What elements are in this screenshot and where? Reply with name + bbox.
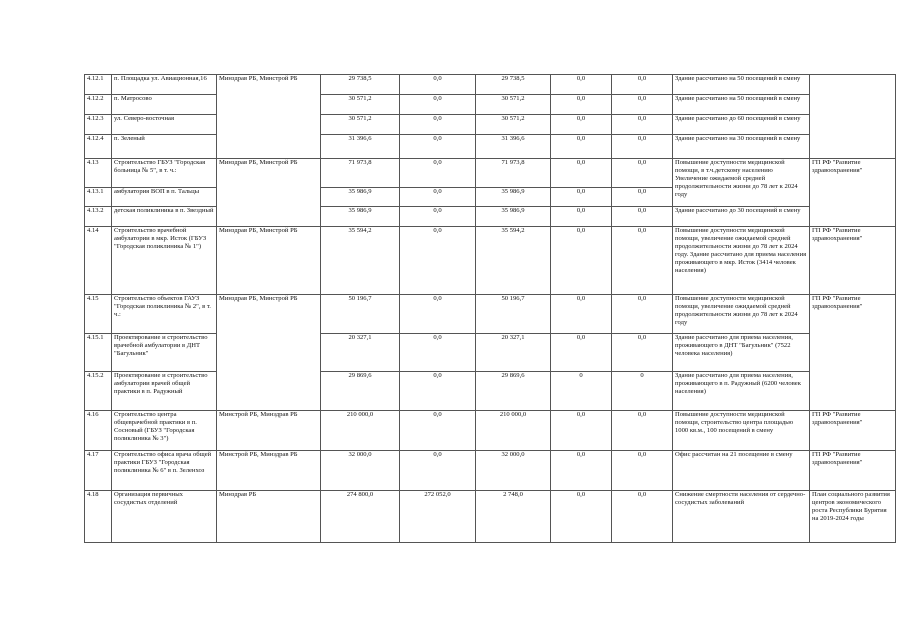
expected-result: Повышение доступности медицинской помощи, строительство центра площадью 1000 кв.м., 100 посещений в смену bbox=[673, 411, 810, 451]
object-name: п. Зеленый bbox=[112, 135, 217, 159]
expected-result: Здание рассчитано на 50 посещений в смену bbox=[673, 75, 810, 95]
expected-result: Здание рассчитано до 30 посещений в смену bbox=[673, 207, 810, 227]
responsible-body: Минстрой РБ, Минздрав РБ bbox=[217, 411, 321, 451]
row-number: 4.12.2 bbox=[85, 95, 112, 115]
object-name: Строительство центра общеврачебной практики в п. Сосновый (ГБУЗ "Городская поликлиника № 3") bbox=[112, 411, 217, 451]
responsible-body: Минздрав РБ, Минстрой РБ bbox=[217, 75, 321, 159]
expected-result: Снижение смертности населения от сердечно-сосудистых заболеваний bbox=[673, 491, 810, 543]
state-program: План социального развития центров экономического роста Республики Бурятия на 2019-2024 годы bbox=[810, 491, 896, 543]
total-amount: 32 000,0 bbox=[321, 451, 400, 491]
table-row bbox=[85, 135, 896, 159]
federal-budget: 0,0 bbox=[400, 115, 476, 135]
expected-result: Здание рассчитано для приема населения, проживающего в п. Радужный (6200 человек населения) bbox=[673, 372, 810, 411]
row-number: 4.12.4 bbox=[85, 135, 112, 159]
row-number: 4.13.1 bbox=[85, 188, 112, 207]
federal-budget: 0,0 bbox=[400, 207, 476, 227]
table-row bbox=[85, 451, 896, 491]
regional-budget: 20 327,1 bbox=[476, 334, 551, 372]
extra-budget: 0,0 bbox=[612, 451, 673, 491]
state-program: ГП РФ "Развитие здравоохранения" bbox=[810, 159, 896, 227]
extra-budget: 0,0 bbox=[612, 75, 673, 95]
responsible-body: Минздрав РБ, Минстрой РБ bbox=[217, 159, 321, 227]
total-amount: 30 571,2 bbox=[321, 115, 400, 135]
total-amount: 210 000,0 bbox=[321, 411, 400, 451]
row-number: 4.13 bbox=[85, 159, 112, 188]
object-name: Проектирование и строительство врачебной амбулатории в ДНТ "Багульник" bbox=[112, 334, 217, 372]
table-row bbox=[85, 159, 896, 188]
extra-budget: 0,0 bbox=[612, 207, 673, 227]
table-row bbox=[85, 334, 896, 372]
total-amount: 29 869,6 bbox=[321, 372, 400, 411]
regional-budget: 210 000,0 bbox=[476, 411, 551, 451]
extra-budget: 0,0 bbox=[612, 188, 673, 207]
table-row bbox=[85, 372, 896, 411]
table-row bbox=[85, 411, 896, 451]
federal-budget: 0,0 bbox=[400, 159, 476, 188]
object-name: Строительство объектов ГАУЗ "Городская поликлиника № 2", в т. ч.: bbox=[112, 295, 217, 334]
federal-budget: 0,0 bbox=[400, 188, 476, 207]
extra-budget: 0,0 bbox=[612, 295, 673, 334]
federal-budget: 0,0 bbox=[400, 227, 476, 295]
extra-budget: 0,0 bbox=[612, 135, 673, 159]
responsible-body: Минздрав РБ bbox=[217, 491, 321, 543]
total-amount: 31 396,6 bbox=[321, 135, 400, 159]
row-number: 4.16 bbox=[85, 411, 112, 451]
extra-budget: 0,0 bbox=[612, 227, 673, 295]
local-budget: 0,0 bbox=[551, 115, 612, 135]
regional-budget: 29 869,6 bbox=[476, 372, 551, 411]
row-number: 4.15.2 bbox=[85, 372, 112, 411]
expected-result: Здание рассчитано для приема населения, проживающего в ДНТ "Багульник" (7522 человека населения) bbox=[673, 334, 810, 372]
total-amount: 35 986,9 bbox=[321, 207, 400, 227]
object-name: ул. Северо-восточная bbox=[112, 115, 217, 135]
row-number: 4.12.3 bbox=[85, 115, 112, 135]
regional-budget: 35 986,9 bbox=[476, 207, 551, 227]
local-budget: 0,0 bbox=[551, 159, 612, 188]
investment-projects-table bbox=[84, 74, 896, 543]
object-name: Строительство ГБУЗ "Городская больница № 5", в т. ч.: bbox=[112, 159, 217, 188]
extra-budget: 0,0 bbox=[612, 491, 673, 543]
responsible-body: Минстрой РБ, Минздрав РБ bbox=[217, 451, 321, 491]
total-amount: 35 986,9 bbox=[321, 188, 400, 207]
federal-budget: 0,0 bbox=[400, 95, 476, 115]
object-name: амбулатория ВОП в п. Тальцы bbox=[112, 188, 217, 207]
expected-result: Повышение доступности медицинской помощи, в т.ч.детскому населению Увеличение ожидаемой средней продолжительности жизни до 78 лет к 2024 году bbox=[673, 159, 810, 207]
local-budget: 0,0 bbox=[551, 207, 612, 227]
federal-budget: 0,0 bbox=[400, 411, 476, 451]
local-budget: 0,0 bbox=[551, 95, 612, 115]
state-program bbox=[810, 75, 896, 159]
local-budget: 0,0 bbox=[551, 75, 612, 95]
expected-result: Здание рассчитано на 30 посещений в смену bbox=[673, 135, 810, 159]
object-name: Организация первичных сосудистых отделений bbox=[112, 491, 217, 543]
table-row bbox=[85, 207, 896, 227]
local-budget: 0,0 bbox=[551, 334, 612, 372]
federal-budget: 0,0 bbox=[400, 135, 476, 159]
state-program: ГП РФ "Развитие здравоохранения" bbox=[810, 411, 896, 451]
regional-budget: 29 738,5 bbox=[476, 75, 551, 95]
responsible-body: Минздрав РБ, Минстрой РБ bbox=[217, 295, 321, 411]
state-program: ГП РФ "Развитие здравоохранения" bbox=[810, 451, 896, 491]
total-amount: 30 571,2 bbox=[321, 95, 400, 115]
local-budget: 0,0 bbox=[551, 227, 612, 295]
regional-budget: 2 748,0 bbox=[476, 491, 551, 543]
row-number: 4.17 bbox=[85, 451, 112, 491]
regional-budget: 71 973,8 bbox=[476, 159, 551, 188]
total-amount: 20 327,1 bbox=[321, 334, 400, 372]
regional-budget: 50 196,7 bbox=[476, 295, 551, 334]
federal-budget: 0,0 bbox=[400, 334, 476, 372]
table-row bbox=[85, 75, 896, 95]
object-name: п. Матросово bbox=[112, 95, 217, 115]
expected-result: Здание рассчитано до 60 посещений в смену bbox=[673, 115, 810, 135]
object-name: Строительство офиса врача общей практики ГБУЗ "Городская поликлиника № 6" в п. Зеленхоз bbox=[112, 451, 217, 491]
table-row bbox=[85, 227, 896, 295]
expected-result: Здание рассчитано на 50 посещений в смену bbox=[673, 95, 810, 115]
object-name: п. Площадка ул. Авиационная,16 bbox=[112, 75, 217, 95]
local-budget: 0,0 bbox=[551, 491, 612, 543]
total-amount: 71 973,8 bbox=[321, 159, 400, 188]
local-budget: 0,0 bbox=[551, 411, 612, 451]
object-name: Строительство врачебной амбулатории в мкр. Исток (ГБУЗ "Городская поликлиника № 1") bbox=[112, 227, 217, 295]
regional-budget: 35 986,9 bbox=[476, 188, 551, 207]
total-amount: 50 196,7 bbox=[321, 295, 400, 334]
object-name: детская поликлиника в п. Звездный bbox=[112, 207, 217, 227]
federal-budget: 0,0 bbox=[400, 295, 476, 334]
table-row bbox=[85, 491, 896, 543]
row-number: 4.12.1 bbox=[85, 75, 112, 95]
local-budget: 0,0 bbox=[551, 295, 612, 334]
table-row bbox=[85, 115, 896, 135]
extra-budget: 0,0 bbox=[612, 411, 673, 451]
extra-budget: 0,0 bbox=[612, 334, 673, 372]
regional-budget: 30 571,2 bbox=[476, 115, 551, 135]
row-number: 4.18 bbox=[85, 491, 112, 543]
regional-budget: 35 594,2 bbox=[476, 227, 551, 295]
extra-budget: 0,0 bbox=[612, 115, 673, 135]
local-budget: 0,0 bbox=[551, 451, 612, 491]
total-amount: 274 800,0 bbox=[321, 491, 400, 543]
expected-result: Повышение доступности медицинской помощи, увеличение ожидаемой средней продолжительности жизни до 78 лет к 2024 году bbox=[673, 295, 810, 334]
total-amount: 29 738,5 bbox=[321, 75, 400, 95]
regional-budget: 32 000,0 bbox=[476, 451, 551, 491]
federal-budget: 0,0 bbox=[400, 372, 476, 411]
table-row bbox=[85, 95, 896, 115]
federal-budget: 0,0 bbox=[400, 451, 476, 491]
row-number: 4.14 bbox=[85, 227, 112, 295]
expected-result: Повышение доступности медицинской помощи, увеличение ожидаемой средней продолжительности жизни до 78 лет к 2024 году. Здание рассчитано для приема населения проживающего в мкр. Исток (3414 человек населения) bbox=[673, 227, 810, 295]
federal-budget: 272 052,0 bbox=[400, 491, 476, 543]
local-budget: 0,0 bbox=[551, 188, 612, 207]
extra-budget: 0,0 bbox=[612, 95, 673, 115]
expected-result: Офис рассчитан на 21 посещение в смену bbox=[673, 451, 810, 491]
row-number: 4.13.2 bbox=[85, 207, 112, 227]
regional-budget: 30 571,2 bbox=[476, 95, 551, 115]
regional-budget: 31 396,6 bbox=[476, 135, 551, 159]
local-budget: 0,0 bbox=[551, 135, 612, 159]
row-number: 4.15 bbox=[85, 295, 112, 334]
extra-budget: 0 bbox=[612, 372, 673, 411]
federal-budget: 0,0 bbox=[400, 75, 476, 95]
state-program: ГП РФ "Развитие здравоохранения" bbox=[810, 227, 896, 295]
total-amount: 35 594,2 bbox=[321, 227, 400, 295]
table-row bbox=[85, 295, 896, 334]
extra-budget: 0,0 bbox=[612, 159, 673, 188]
object-name: Проектирование и строительство амбулатории врачей общей практики в п. Радужный bbox=[112, 372, 217, 411]
state-program: ГП РФ "Развитие здравоохранения" bbox=[810, 295, 896, 411]
row-number: 4.15.1 bbox=[85, 334, 112, 372]
responsible-body: Минздрав РБ, Минстрой РБ bbox=[217, 227, 321, 295]
local-budget: 0 bbox=[551, 372, 612, 411]
